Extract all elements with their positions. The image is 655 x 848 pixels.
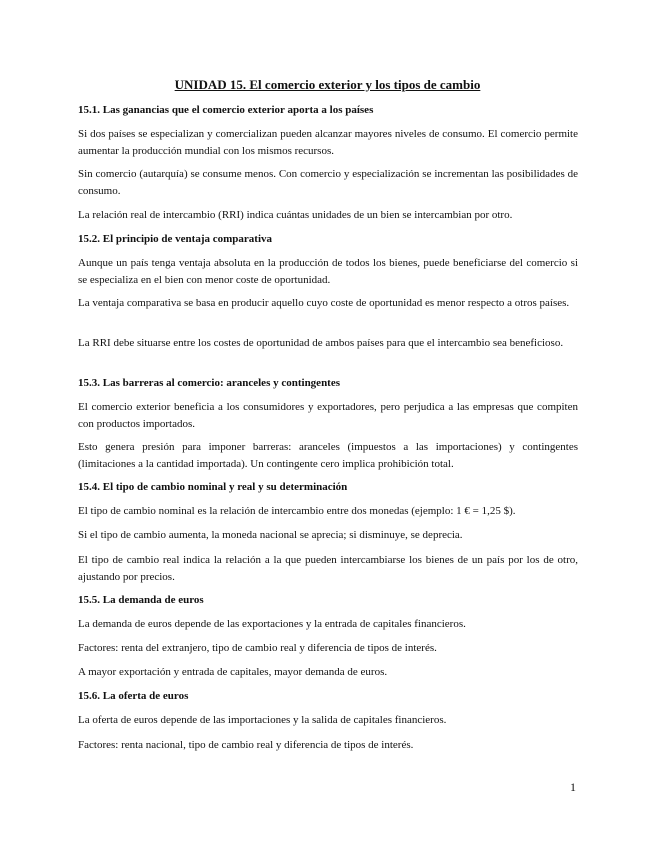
section-heading-15-1: 15.1. Las ganancias que el comercio exterior aporta a los países: [78, 104, 374, 116]
paragraph: La oferta de euros depende de las importaciones y la salida de capitales financieros.: [78, 714, 447, 726]
paragraph: El comercio exterior beneficia a los consumidores y exportadores, pero perjudica a las empresas que compiten con productos importados.: [78, 401, 578, 430]
paragraph: Esto genera presión para imponer barreras: aranceles (impuestos a las importaciones) y contingentes (limitaciones a la cantidad importada). Un contingente cero implica prohibición total.: [78, 441, 578, 470]
paragraph: Si el tipo de cambio aumenta, la moneda nacional se aprecia; si disminuye, se deprecia.: [78, 529, 463, 541]
page-number: 1: [570, 780, 576, 794]
section-heading-15-2: 15.2. El principio de ventaja comparativa: [78, 233, 273, 245]
section-heading-15-3: 15.3. Las barreras al comercio: aranceles y contingentes: [78, 377, 341, 389]
paragraph: El tipo de cambio nominal es la relación de intercambio entre dos monedas (ejemplo: 1 € = 1,25 $).: [78, 505, 516, 517]
paragraph: La RRI debe situarse entre los costes de oportunidad de ambos países para que el intercambio sea beneficioso.: [78, 337, 564, 349]
paragraph: Sin comercio (autarquía) se consume menos. Con comercio y especialización se incrementan las posibilidades de consumo.: [78, 168, 578, 197]
paragraph: Aunque un país tenga ventaja absoluta en la producción de todos los bienes, puede beneficiarse del comercio si se especializa en el bien con menor coste de oportunidad.: [78, 257, 578, 286]
paragraph: La ventaja comparativa se basa en producir aquello cuyo coste de oportunidad es menor respecto a otros países.: [78, 297, 570, 309]
paragraph: El tipo de cambio real indica la relación a la que pueden intercambiarse los bienes de un país por los de otro, ajustando por precios.: [78, 554, 578, 583]
paragraph: Factores: renta del extranjero, tipo de cambio real y diferencia de tipos de interés.: [78, 642, 437, 654]
paragraph: La demanda de euros depende de las exportaciones y la entrada de capitales financieros.: [78, 618, 466, 630]
paragraph: A mayor exportación y entrada de capitales, mayor demanda de euros.: [78, 666, 388, 678]
section-heading-15-4: 15.4. El tipo de cambio nominal y real y su determinación: [78, 481, 348, 493]
section-heading-15-5: 15.5. La demanda de euros: [78, 594, 204, 606]
paragraph: Si dos países se especializan y comercializan pueden alcanzar mayores niveles de consumo. El comercio permite aumentar la producción mundial con los mismos recursos.: [78, 128, 578, 157]
paragraph: La relación real de intercambio (RRI) indica cuántas unidades de un bien se intercambian por otro.: [78, 209, 513, 221]
paragraph: Factores: renta nacional, tipo de cambio real y diferencia de tipos de interés.: [78, 739, 414, 751]
section-heading-15-6: 15.6. La oferta de euros: [78, 690, 189, 702]
page-title: UNIDAD 15. El comercio exterior y los tipos de cambio: [174, 77, 481, 92]
